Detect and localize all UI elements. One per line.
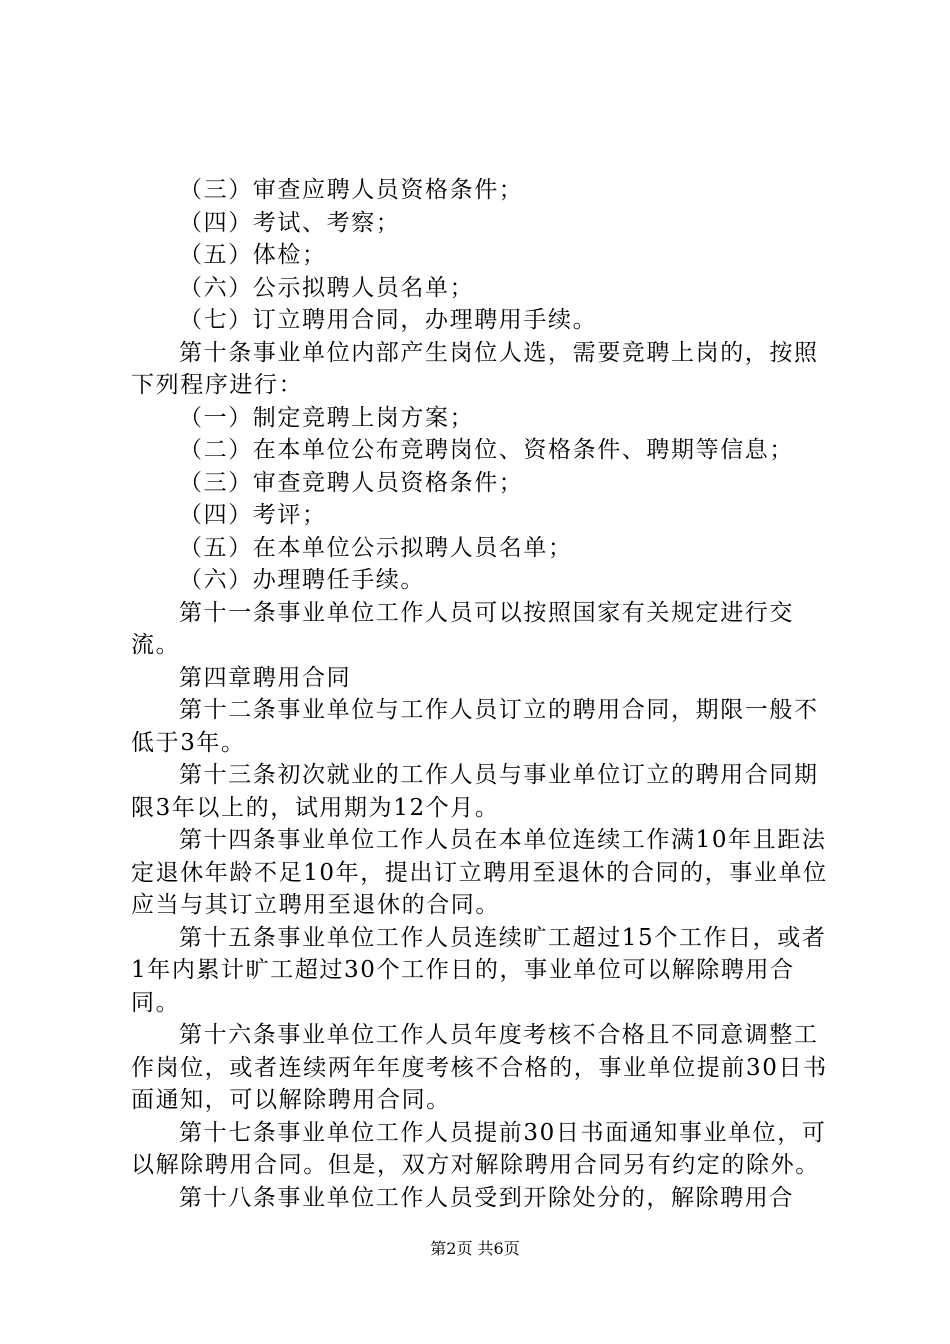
paragraph: 第十七条事业单位工作人员提前30日书面通知事业单位，可以解除聘用合同。但是，双方对解除聘用合同另有约定的除外。 — [131, 1119, 827, 1178]
paragraph: （五）体检； — [179, 242, 327, 268]
paragraph: 第十五条事业单位工作人员连续旷工超过15个工作日，或者1年内累计旷工超过30个工作日的，事业单位可以解除聘用合同。 — [131, 924, 827, 1016]
paragraph: 第十六条事业单位工作人员年度考核不合格且不同意调整工作岗位，或者连续两年年度考核不合格的，事业单位提前30日书面通知，可以解除聘用合同。 — [131, 1022, 828, 1113]
paragraph: 第十条事业单位内部产生岗位人选，需要竞聘上岗的，按照下列程序进行： — [131, 339, 819, 398]
paragraph: （三）审查应聘人员资格条件； — [179, 177, 524, 203]
paragraph: 第十二条事业单位与工作人员订立的聘用合同，期限一般不低于3年。 — [131, 697, 819, 756]
paragraph: （六）办理聘任手续。 — [179, 567, 425, 593]
paragraph: （一）制定竞聘上岗方案； — [179, 404, 475, 431]
paragraph: 第十一条事业单位工作人员可以按照国家有关规定进行交流。 — [131, 599, 794, 658]
paragraph: （五）在本单位公示拟聘人员名单； — [179, 534, 573, 561]
paragraph: 第十四条事业单位工作人员在本单位连续工作满10年且距法定退休年龄不足10年，提出订立聘用至退休的合同的，事业单位应当与其订立聘用至退休的合同。 — [131, 827, 828, 918]
document-body — [131, 174, 831, 1214]
paragraph: （三）审查竞聘人员资格条件； — [179, 469, 524, 496]
page-number-footer: 第2页 共6页 — [430, 1239, 520, 1258]
paragraph: （七）订立聘用合同，办理聘用手续。 — [179, 307, 598, 333]
paragraph: （二）在本单位公布竞聘岗位、资格条件、聘期等信息； — [179, 437, 794, 463]
paragraph: （六）公示拟聘人员名单； — [179, 274, 475, 301]
chapter-heading: 第四章聘用合同 — [179, 664, 352, 691]
paragraph: （四）考评； — [179, 502, 327, 528]
paragraph: 第十八条事业单位工作人员受到开除处分的，解除聘用合 — [179, 1184, 794, 1211]
paragraph: （四）考试、考察； — [179, 209, 401, 236]
paragraph: 第十三条初次就业的工作人员与事业单位订立的聘用合同期限3年以上的，试用期为12个月。 — [131, 762, 819, 821]
